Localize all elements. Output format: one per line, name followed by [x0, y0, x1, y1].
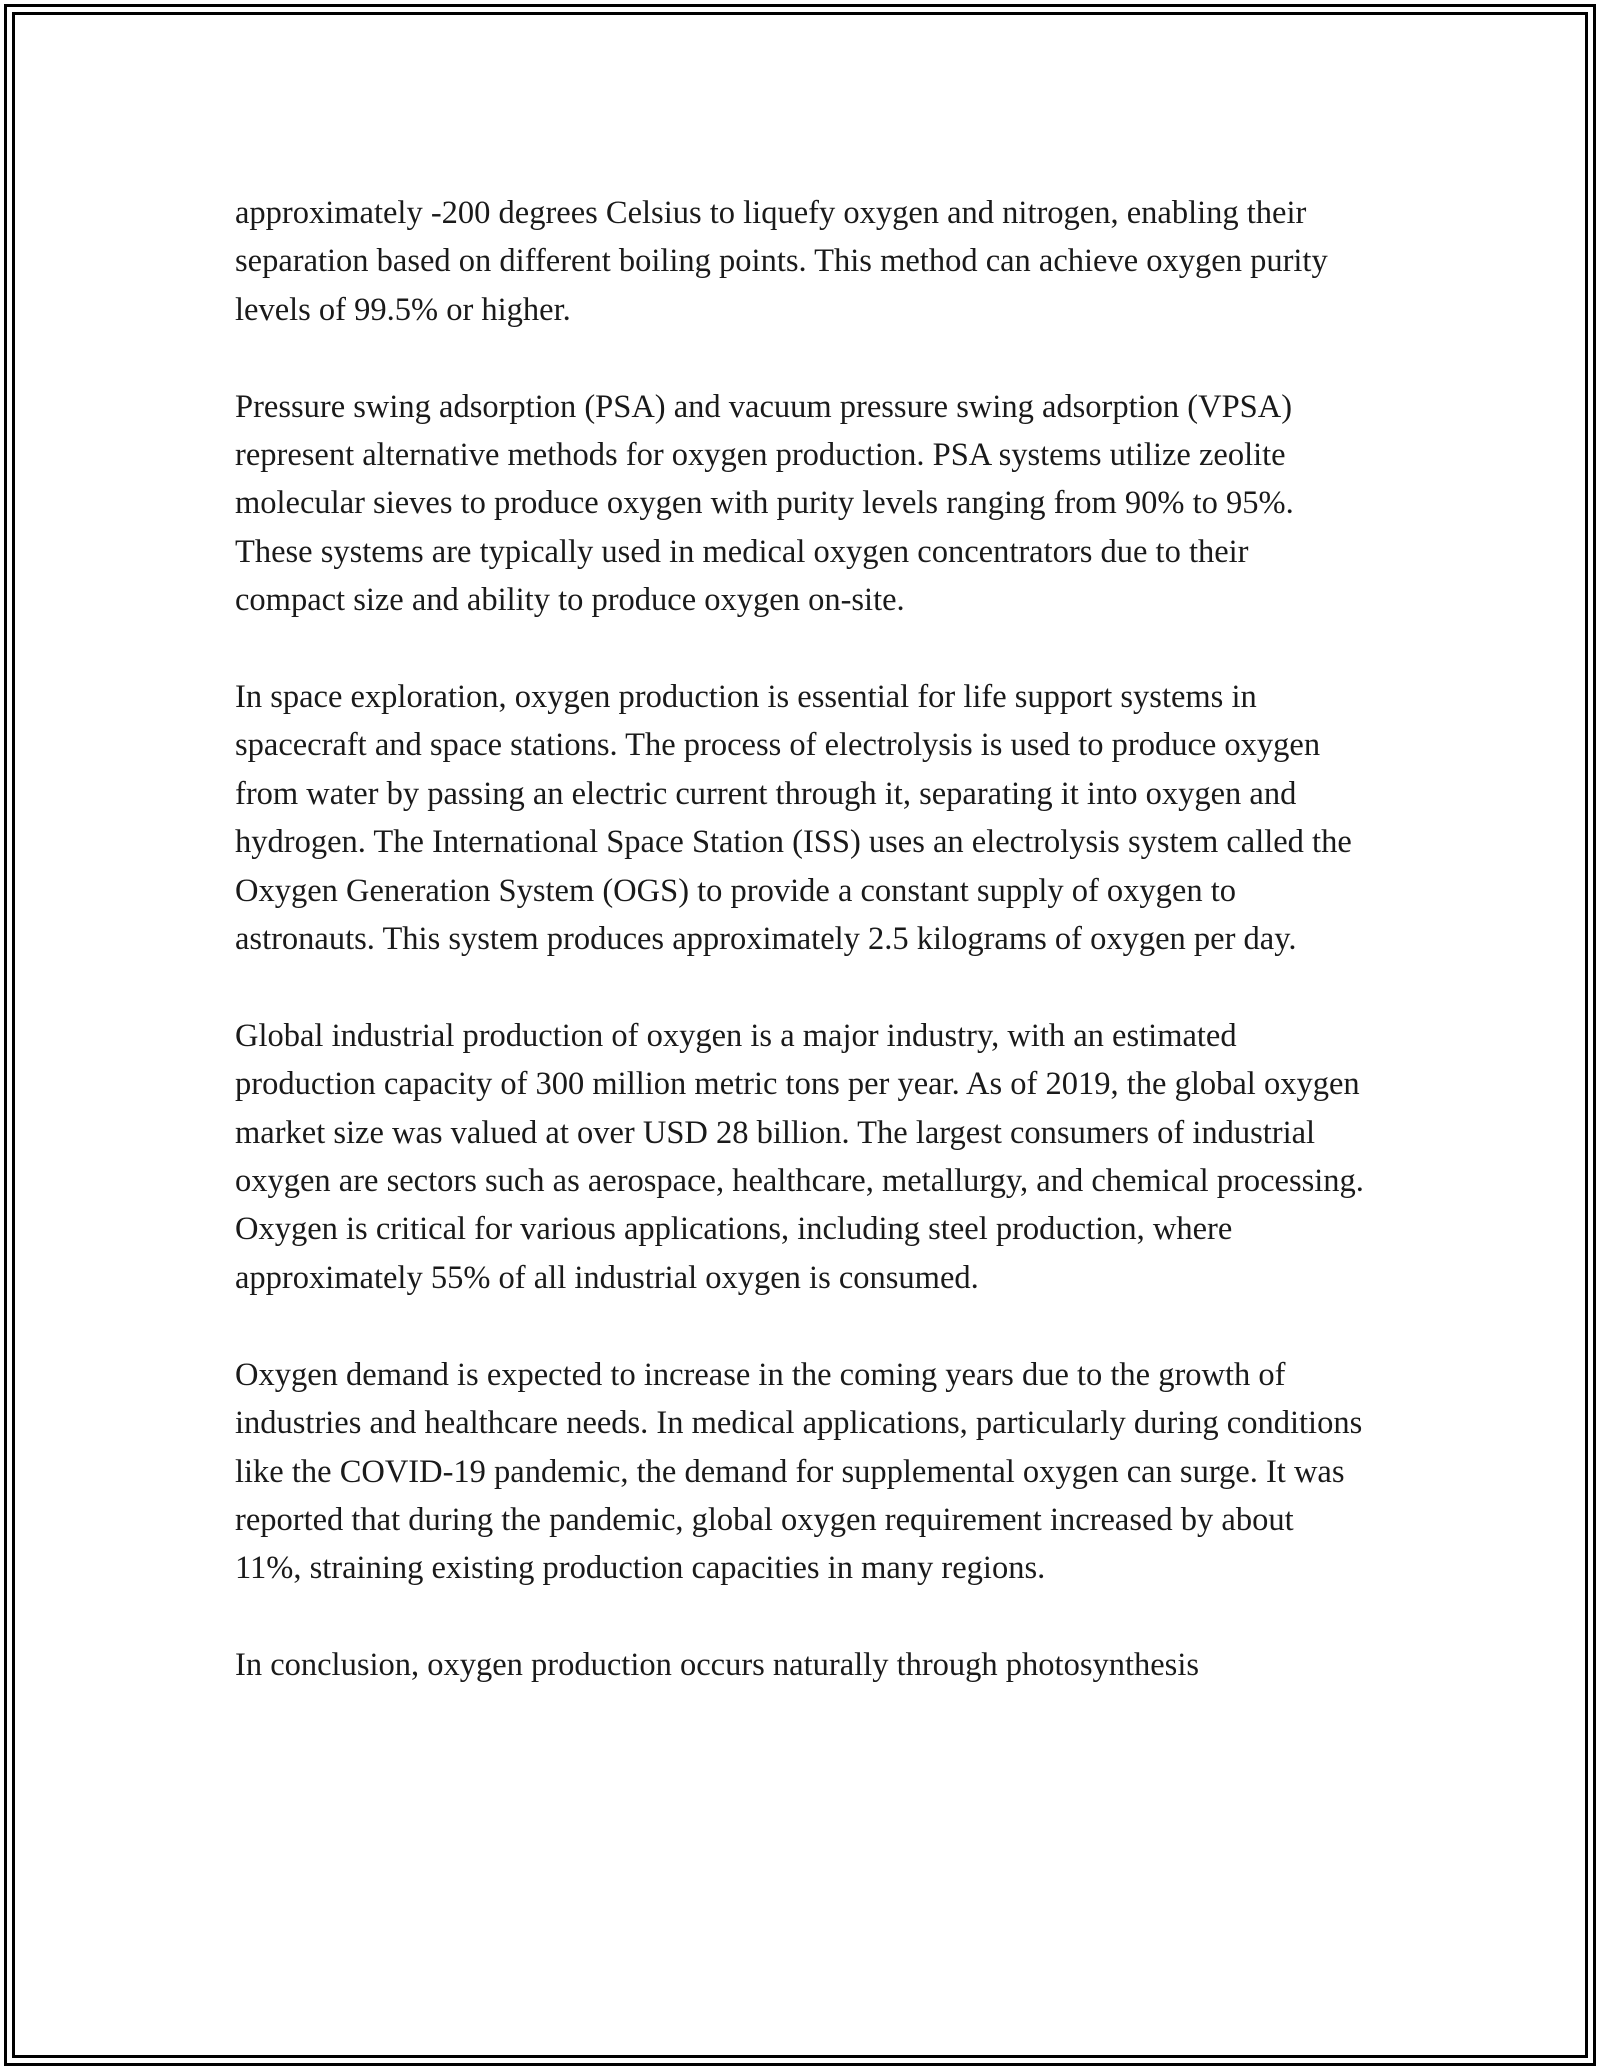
paragraph-psa-vpsa: Pressure swing adsorption (PSA) and vacuum pressure swing adsorption (VPSA) represent alternative methods for oxygen production. PSA systems utilize zeolite molecular sieves to produce oxygen with purity levels ranging from 90% to 95%. These systems are typically used in medical oxygen concentrators due to their compact size and ability to produce oxygen on-site.: [235, 388, 1294, 619]
paragraph-space-exploration: In space exploration, oxygen production is essential for life support systems in spacecraft and space stations. The process of electrolysis is used to produce oxygen from water by passing an electric current through it, separating it into oxygen and hydrogen. The International Space Station (ISS) uses an electrolysis system called the Oxygen Generation System (OGS) to provide a constant supply of oxygen to astronauts. This system produces approximately 2.5 kilograms of oxygen per day.: [235, 679, 1352, 958]
paragraph-oxygen-demand: Oxygen demand is expected to increase in the coming years due to the growth of industries and healthcare needs. In medical applications, particularly during conditions like the COVID-19 pandemic, the demand for supplemental oxygen can surge. It was reported that during the pandemic, global oxygen requirement increased by about 11%, straining existing production capacities in many regions.: [235, 1356, 1363, 1587]
paragraph-cryogenic-distillation: approximately -200 degrees Celsius to liquefy oxygen and nitrogen, enabling their separation based on different boiling points. This method can achieve oxygen purity levels of 99.5% or higher.: [235, 195, 1328, 328]
document-body: [235, 189, 1365, 1690]
paragraph-conclusion: In conclusion, oxygen production occurs naturally through photosynthesis: [235, 1647, 1200, 1684]
paragraph-global-production: Global industrial production of oxygen is a major industry, with an estimated production capacity of 300 million metric tons per year. As of 2019, the global oxygen market size was valued at over USD 28 billion. The largest consumers of industrial oxygen are sectors such as aerospace, healthcare, metallurgy, and chemical processing. Oxygen is critical for various applications, including steel production, where approximately 55% of all industrial oxygen is consumed.: [235, 1017, 1364, 1296]
